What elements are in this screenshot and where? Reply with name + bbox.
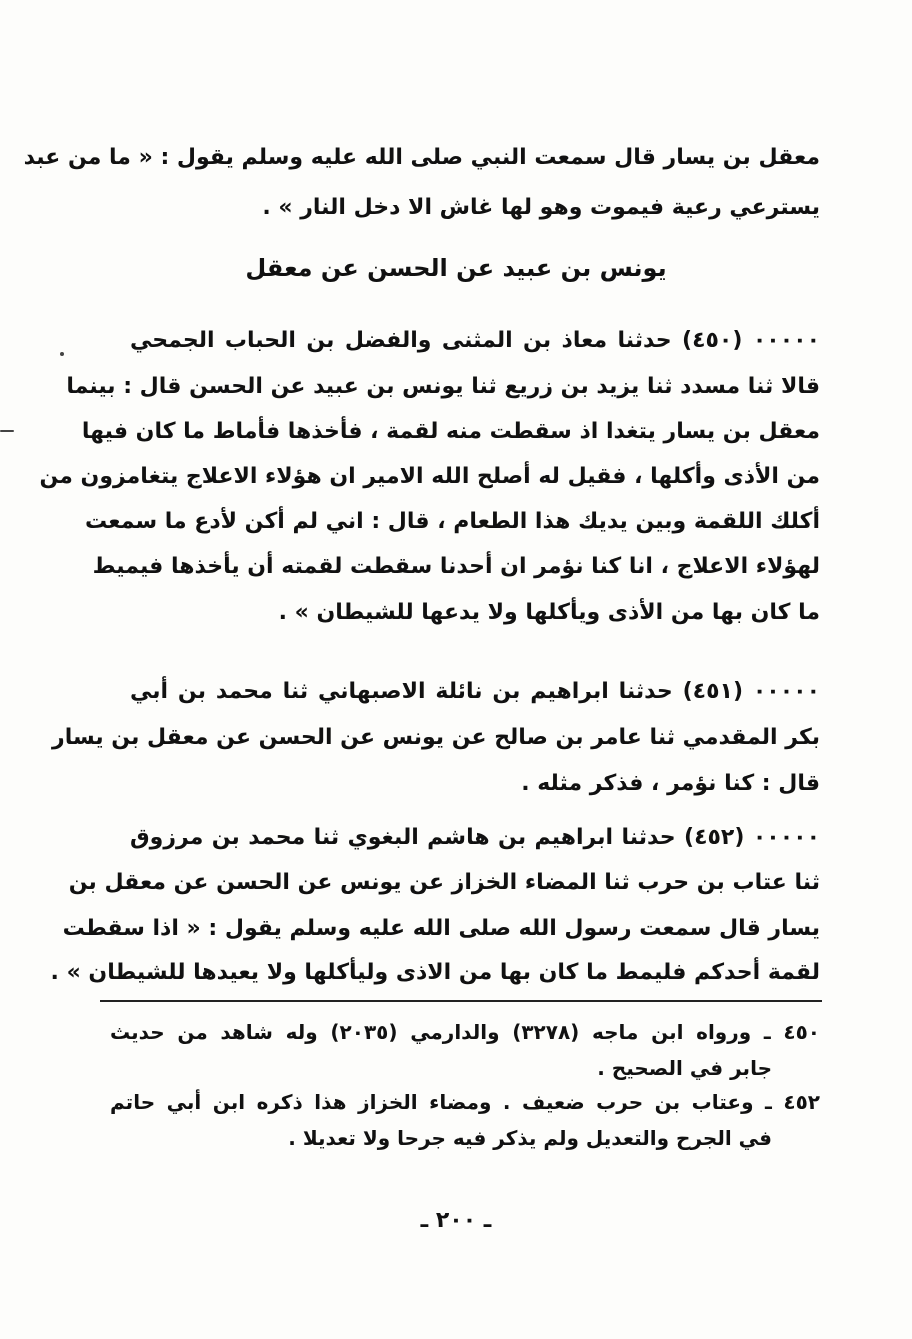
hadith-450-line-4: من الأذى وأكلها ، فقيل له أصلح الله الامير ان هؤلاء الاعلاج يتغامزون من	[39, 464, 820, 489]
footnote-separator	[100, 1000, 822, 1002]
footnote-450-line-1: ٤٥٠ ـ ورواه ابن ماجه (٣٢٧٨) والدارمي (٢٠٣٥) وله شاهد من حديث	[110, 1020, 820, 1044]
page-number: ـ ٢٠٠ ـ	[420, 1208, 492, 1233]
hadith-450-line-7: ما كان بها من الأذى ويأكلها ولا يدعها للشيطان » .	[278, 600, 820, 625]
footnote-452-line-1: ٤٥٢ ـ وعتاب بن حرب ضعيف . ومضاء الخزاز هذا ذكره ابن أبي حاتم	[110, 1090, 820, 1114]
section-heading: يونس بن عبيد عن الحسن عن معقل	[245, 254, 667, 282]
scan-speck	[0, 430, 14, 432]
hadith-452-line-4: لقمة أحدكم فليمط ما كان بها من الاذى وليأكلها ولا يعيدها للشيطان » .	[50, 960, 820, 985]
intro-line-2: يسترعي رعية فيموت وهو لها غاش الا دخل النار » .	[262, 195, 820, 220]
hadith-450-line-6: لهؤلاء الاعلاج ، انا كنا نؤمر ان أحدنا سقطت لقمته أن يأخذها فيميط	[92, 554, 820, 579]
scan-speck	[60, 352, 64, 356]
hadith-451-line-3: قال : كنا نؤمر ، فذكر مثله .	[521, 771, 820, 796]
hadith-450-line-3: معقل بن يسار يتغدا اذ سقطت منه لقمة ، فأخذها فأماط ما كان فيها	[81, 419, 820, 444]
hadith-452-line-3: يسار قال سمعت رسول الله صلى الله عليه وسلم يقول : « اذا سقطت	[62, 916, 820, 941]
intro-line-1: معقل بن يسار قال سمعت النبي صلى الله عليه وسلم يقول : « ما من عبد	[23, 145, 820, 170]
hadith-450-line-2: قالا ثنا مسدد ثنا يزيد بن زريع ثنا يونس بن عبيد عن الحسن قال : بينما	[66, 374, 820, 399]
hadith-452-line-2: ثنا عتاب بن حرب ثنا المضاء الخزاز عن يونس عن الحسن عن معقل بن	[68, 870, 820, 895]
hadith-451-line-2: بكر المقدمي ثنا عامر بن صالح عن يونس عن الحسن عن معقل بن يسار	[52, 725, 820, 750]
hadith-451-line-1: ٠٠٠٠٠ (٤٥١) حدثنا ابراهيم بن نائلة الاصبهاني ثنا محمد بن أبي	[130, 679, 821, 704]
footnote-450-line-2: جابر في الصحيح .	[597, 1056, 772, 1080]
hadith-450-line-1: ٠٠٠٠٠ (٤٥٠) حدثنا معاذ بن المثنى والفضل بن الحباب الجمحي	[130, 328, 820, 353]
footnote-452-line-2: في الجرح والتعديل ولم يذكر فيه جرحا ولا تعديلا .	[288, 1126, 772, 1150]
hadith-450-line-5: أكلك اللقمة وبين يديك هذا الطعام ، قال : اني لم أكن لأدع ما سمعت	[85, 509, 820, 534]
hadith-452-line-1: ٠٠٠٠٠ (٤٥٢) حدثنا ابراهيم بن هاشم البغوي ثنا محمد بن مرزوق	[130, 825, 820, 850]
